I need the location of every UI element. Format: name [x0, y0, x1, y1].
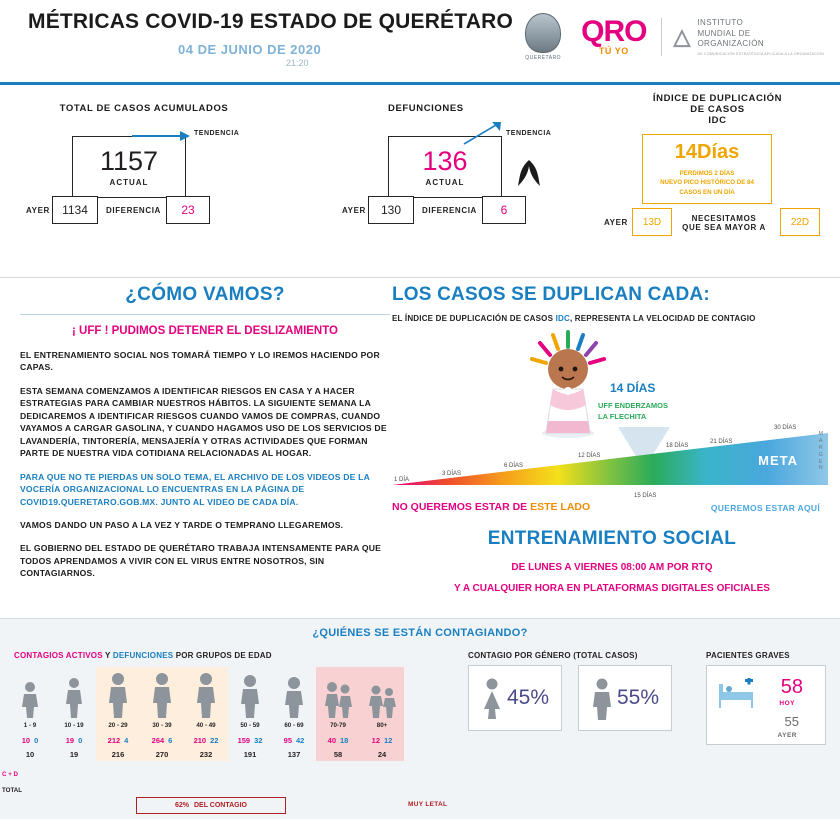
como-vamos-p1: EL ENTRENAMIENTO SOCIAL NOS TOMARÁ TIEMPO Y LO IREMOS HACIENDO POR CAPAS.: [20, 350, 380, 373]
row-label-total: TOTAL: [2, 787, 23, 794]
imo-mark-icon: △: [673, 23, 691, 49]
como-vamos-heading: ¿CÓMO VAMOS?: [125, 284, 285, 305]
imo-line-3: ORGANIZACIÓN: [697, 39, 765, 49]
age-6-c: 159: [237, 735, 251, 745]
duplican-subtitle-a: EL ÍNDICE DE DUPLICACIÓN DE CASOS: [392, 314, 556, 323]
mourning-ribbon-icon: [516, 156, 542, 188]
deaths-title: DEFUNCIONES: [388, 103, 464, 114]
age-9-c: 12: [371, 735, 380, 745]
header-logos: [519, 8, 824, 66]
severe-patients-box: [706, 665, 826, 745]
como-vamos-column: [20, 284, 390, 591]
total-cases-title: TOTAL DE CASOS ACUMULADOS: [59, 103, 229, 114]
imo-line-2: MUNDIAL DE: [697, 28, 751, 38]
age-1-c: 10: [21, 735, 31, 745]
queretaro-doll-icon: [520, 329, 616, 441]
senior-icon: [367, 683, 397, 719]
como-vamos-p5: EL GOBIERNO DEL ESTADO DE QUERÉTARO TRABAJA INTENSAMENTE PARA QUE TODOS APRENDAMOS A VIVIR CON EL VIRUS ENTRE NOSOTROS, SIN CONTAGIARNOS.: [20, 543, 382, 579]
age-range-8: 70-79: [330, 722, 346, 729]
age-col-6: [228, 667, 272, 761]
age-section-subtitle: [14, 651, 272, 660]
idc-marker-note-1: UFF ENDERZAMOS: [598, 401, 668, 410]
queretaro-seal-icon: [519, 8, 567, 66]
age-4-d: 6: [168, 735, 173, 745]
entrenamiento-line-2: Y A CUALQUIER HORA EN PLATAFORMAS DIGITALES OFICIALES: [454, 583, 770, 594]
como-vamos-p3: PARA QUE NO TE PIERDAS UN SOLO TEMA, EL ARCHIVO DE LOS VIDEOS DE LA VOCERÍA ORGANIZACIONAL LO ENCUENTRAS EN LA PÁGINA DE COVID19.QUERETARO.GOB.MX. JUNTO AL VIDEO DE CADA DÍA.: [20, 471, 370, 507]
contagion-highlight-label: DEL CONTAGIO: [193, 802, 248, 809]
age-7-d: 42: [296, 735, 305, 745]
age-8-total: 58: [333, 749, 343, 759]
age-range-2: 10 - 19: [64, 722, 84, 729]
age-col-4: [140, 667, 184, 761]
ramp-tick-3: 12 DÍAS: [578, 453, 601, 459]
deaths-value: 136: [422, 145, 468, 176]
como-vamos-p2: ESTA SEMANA COMENZAMOS A IDENTIFICAR RIESGOS EN CASA Y A HACER ESTRATEGIAS PARA CAMBIAR NUESTROS HÁBITOS. LA SIGUIENTE SEMANA LA DEDICAREMOS A IDENTIFICAR RIESGOS CUANDO VAMOS DE COMPRAS, CUANDO VAYAMOS A CARGAR GASOLINA, Y CUANDO HAGAMOS USO DE LOS SERVICIOS DE LAVANDERÍA, TINTORERÍA, MENSAJERÍA Y OTRAS ACTIVIDADES QUE FORMAN PARTE DE NUESTRA VIDA COTIDIANA RELACIONADAS AL HOGAR.: [20, 385, 387, 459]
idc-note-1: PERDIMOS 2 DÍAS: [679, 170, 735, 178]
female-icon: [481, 676, 503, 720]
age-col-3: [96, 667, 140, 761]
ramp-bad-side-label: [392, 501, 590, 513]
idc-marker-note-2: LA FLECHITA: [598, 411, 647, 421]
age-2-d: 0: [78, 735, 83, 745]
age-range-6: 50 - 59: [240, 722, 260, 729]
age-2-total: 19: [69, 749, 79, 759]
severe-today-value: 58: [780, 676, 803, 698]
middle-section: [0, 278, 840, 619]
ramp-good-side-label: QUEREMOS ESTAR AQUÍ: [710, 503, 820, 513]
total-cases-prev-box: [52, 196, 98, 224]
age-col-5: [184, 667, 228, 761]
age-subtitle-active: CONTAGIOS ACTIVOS: [14, 651, 103, 660]
adult-icon: [150, 671, 174, 719]
idc-target-value: 22D: [790, 216, 810, 228]
severe-today-label: HOY: [779, 700, 795, 707]
total-cases-value-label: ACTUAL: [109, 177, 149, 187]
hospital-bed-icon: [717, 678, 757, 712]
total-cases-prev-value: 1134: [62, 203, 88, 217]
male-icon: [591, 676, 613, 720]
age-1-d: 0: [34, 735, 39, 745]
age-col-7: [272, 667, 316, 761]
adult-icon: [106, 671, 130, 719]
metrics-section: [0, 85, 840, 278]
trend-arrow-cases-icon: [132, 128, 192, 144]
age-5-c: 210: [193, 735, 207, 745]
imo-logo: [661, 18, 824, 56]
idc-target-label-1: NECESITAMOS: [691, 214, 757, 223]
adult-icon: [238, 673, 262, 719]
age-range-7: 60 - 69: [284, 722, 304, 729]
gender-female-box: [468, 665, 562, 731]
age-5-d: 22: [210, 735, 219, 745]
age-4-total: 270: [155, 749, 169, 759]
entrenamiento-line-1: DE LUNES A VIERNES 08:00 AM POR RTQ: [511, 562, 713, 573]
idc-value-box: [642, 134, 772, 204]
idc-prev-box: [632, 208, 672, 236]
age-group-table: [8, 667, 404, 761]
severe-yesterday-label: AYER: [777, 732, 797, 739]
idc-marker-note: [598, 401, 668, 422]
muy-letal-label: MUY LETAL: [408, 801, 448, 808]
age-range-1: 1 - 9: [23, 722, 37, 729]
age-9-total: 24: [377, 749, 387, 759]
ramp-meta-label: META: [758, 453, 798, 468]
age-subtitle-deaths: DEFUNCIONES: [112, 651, 174, 660]
senior-icon: [323, 679, 353, 719]
seal-label: QUERÉTARO: [525, 55, 562, 61]
ramp-tick-7: 30 DÍAS: [774, 425, 797, 431]
ramp-bad-side-b: ESTE LADO: [530, 501, 591, 513]
idc-target-box: [780, 208, 820, 236]
age-range-5: 40 - 49: [196, 722, 216, 729]
como-vamos-subheading: ¡ UFF ! PUDIMOS DETENER EL DESLIZAMIENTO: [72, 325, 338, 337]
deaths-value-label: ACTUAL: [425, 177, 465, 187]
idc-note-2: NUEVO PICO HISTÓRICO DE 84: [660, 179, 754, 187]
total-cases-value: 1157: [99, 145, 159, 176]
total-cases-trend-label: TENDENCIA: [194, 130, 240, 137]
age-col-8: [316, 667, 360, 761]
severe-yesterday-value: 55: [784, 714, 799, 729]
duplican-heading: LOS CASOS SE DUPLICAN CADA:: [392, 284, 710, 305]
total-cases-prev-label: AYER: [26, 206, 50, 215]
como-vamos-divider: [20, 314, 390, 315]
entrenamiento-heading: ENTRENAMIENTO SOCIAL: [487, 528, 737, 549]
duplican-subtitle: [392, 314, 832, 323]
child-icon: [19, 679, 41, 719]
age-4-c: 264: [151, 735, 165, 745]
idc-prev-label: AYER: [604, 218, 628, 227]
metric-idc: [600, 93, 835, 256]
contagion-highlight-box: [136, 797, 286, 814]
contagion-highlight-pct: 62%: [174, 802, 189, 809]
imo-sublabel: DE COMUNICACIÓN ESTRATÉGICA APLICADA A LA ORGANIZACIÓN: [697, 52, 824, 57]
gender-title: CONTAGIO POR GÉNERO (TOTAL CASOS): [468, 651, 638, 660]
deaths-diff-value: 6: [500, 203, 508, 217]
bottom-section: [0, 619, 840, 819]
deaths-diff-label: DIFERENCIA: [422, 206, 477, 215]
qro-logo-text: QRO: [581, 14, 647, 48]
age-9-d: 12: [384, 735, 393, 745]
age-col-9: [360, 667, 404, 761]
age-3-c: 212: [107, 735, 121, 745]
deaths-prev-box: [368, 196, 414, 224]
age-1-total: 10: [25, 749, 35, 759]
row-label-cd-text: C + D: [2, 771, 18, 778]
bottom-title: ¿QUIÉNES SE ESTÁN CONTAGIANDO?: [312, 627, 528, 639]
duplican-subtitle-idc: IDC: [555, 314, 570, 323]
ramp-tick-5: 18 DÍAS: [666, 443, 689, 449]
age-6-total: 191: [243, 749, 257, 759]
gender-female-pct: 45%: [506, 686, 550, 709]
deaths-prev-label: AYER: [342, 206, 366, 215]
age-7-c: 95: [283, 735, 292, 745]
idc-prev-value: 13D: [642, 216, 662, 228]
age-2-c: 19: [65, 735, 75, 745]
ramp-bad-side-a: NO QUEREMOS ESTAR DE: [392, 501, 531, 513]
adult-icon: [282, 675, 306, 719]
ramp-tick-1: 3 DÍAS: [442, 471, 462, 477]
idc-marker-label: 14 DÍAS: [610, 381, 656, 395]
trend-arrow-deaths-icon: [462, 120, 506, 146]
age-8-d: 18: [340, 735, 349, 745]
report-date: 04 DE JUNIO DE 2020: [178, 42, 322, 57]
age-7-total: 137: [287, 749, 301, 759]
age-subtitle-rest: POR GRUPOS DE EDAD: [173, 651, 272, 660]
duplican-column: [392, 278, 832, 525]
header: [0, 0, 840, 82]
ramp-tick-2: 6 DÍAS: [504, 463, 524, 469]
entrenamiento-block: [392, 528, 832, 594]
total-cases-value-box: [72, 136, 186, 198]
severe-title: PACIENTES GRAVES: [706, 651, 790, 660]
idc-title-3: IDC: [708, 115, 727, 126]
duplican-subtitle-b: , REPRESENTA LA VELOCIDAD DE CONTAGIO: [569, 314, 756, 323]
idc-ramp-chart: [392, 375, 832, 525]
page-title: MÉTRICAS COVID-19 ESTADO DE QUERÉTARO: [28, 10, 513, 33]
idc-title-2: DE CASOS: [690, 104, 745, 115]
teen-icon: [63, 675, 85, 719]
idc-target-label-2: QUE SEA MAYOR A: [682, 223, 766, 232]
deaths-diff-box: [482, 196, 526, 224]
idc-days-value: 14Días: [674, 141, 740, 164]
deaths-prev-value: 130: [380, 203, 402, 217]
imo-line-1: INSTITUTO: [697, 17, 744, 27]
ramp-margen-label: M A R G E N: [818, 431, 824, 472]
como-vamos-p4: VAMOS DANDO UN PASO A LA VEZ Y TARDE O TEMPRANO LLEGAREMOS.: [20, 519, 344, 530]
age-5-total: 232: [199, 749, 213, 759]
idc-title-1: ÍNDICE DE DUPLICACIÓN: [652, 93, 783, 104]
age-range-9: 80+: [376, 722, 388, 729]
qro-logo-sub: TÚ YO: [598, 46, 629, 57]
age-6-d: 32: [254, 735, 263, 745]
qro-logo: [581, 14, 647, 57]
age-3-d: 4: [124, 735, 129, 745]
age-col-2: [52, 667, 96, 761]
age-col-1: [8, 667, 52, 761]
ramp-tick-0: 1 DÍA: [394, 477, 410, 483]
metric-deaths: [330, 103, 590, 244]
age-8-c: 40: [327, 735, 336, 745]
gender-male-pct: 55%: [616, 686, 660, 709]
report-time: 21:20: [286, 58, 309, 68]
ramp-tick-6: 21 DÍAS: [710, 439, 733, 445]
total-cases-diff-value: 23: [181, 203, 195, 217]
age-range-3: 20 - 29: [108, 722, 128, 729]
age-range-4: 30 - 39: [152, 722, 172, 729]
deaths-trend-label: TENDENCIA: [506, 130, 552, 137]
adult-icon: [194, 671, 218, 719]
metric-total-cases: [14, 103, 274, 244]
row-label-cd: [2, 771, 18, 778]
total-cases-diff-label: DIFERENCIA: [106, 206, 161, 215]
gender-male-box: [578, 665, 672, 731]
age-subtitle-and: Y: [102, 651, 113, 660]
total-cases-diff-box: [166, 196, 210, 224]
idc-note-3: CASOS EN UN DÍA: [679, 188, 735, 196]
age-3-total: 216: [111, 749, 125, 759]
ramp-tick-4: 15 DÍAS: [634, 493, 657, 499]
